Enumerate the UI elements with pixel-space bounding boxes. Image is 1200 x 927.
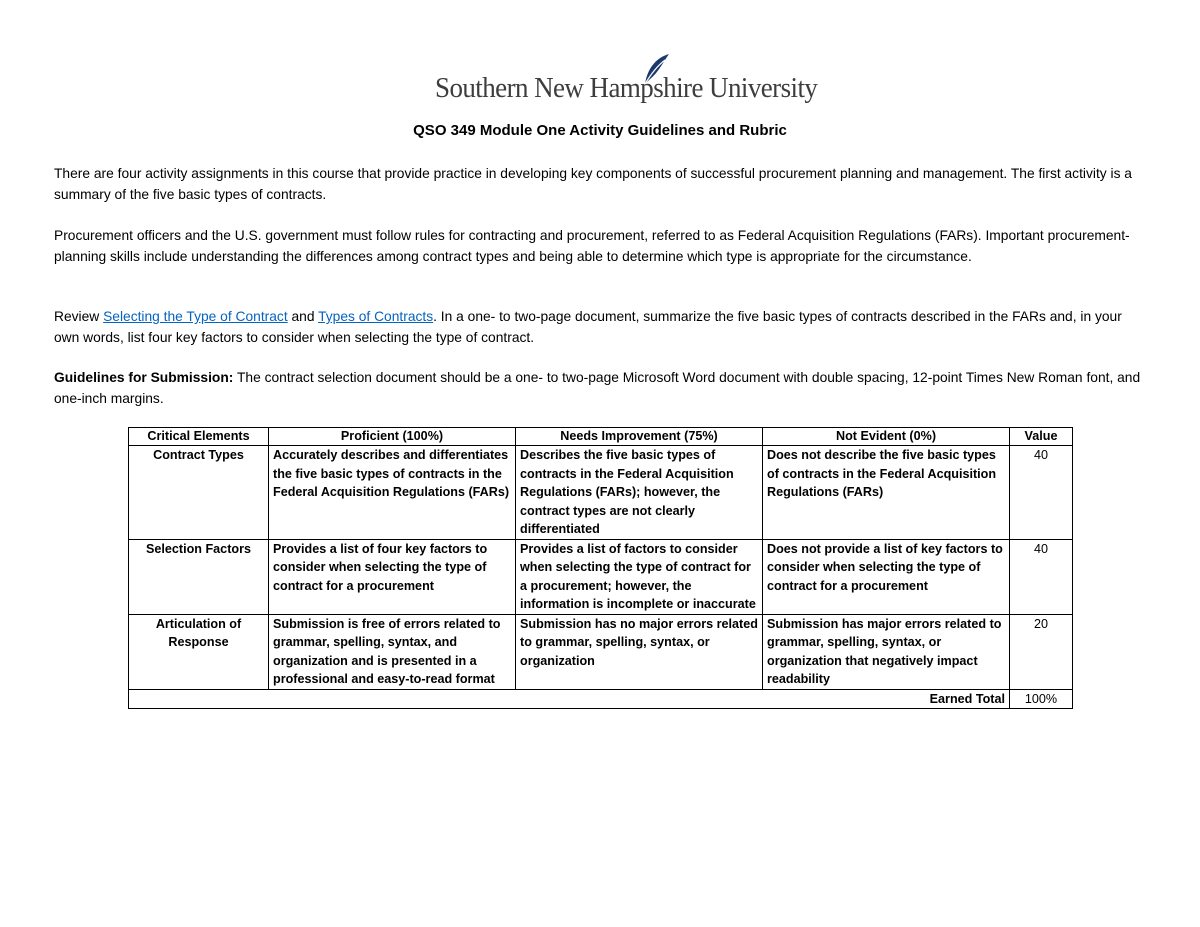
table-row [129,614,1073,689]
rubric-header-row [129,428,1073,446]
header-not-evident: Not Evident (0%) [763,428,1010,446]
rubric-table [128,427,1073,709]
proficient-cell: Submission is free of errors related to grammar, spelling, syntax, and organization and is presented in a professional and easy-to-read format [269,614,516,689]
link-selecting-type-of-contract[interactable]: Selecting the Type of Contract [103,309,288,324]
critical-element: Contract Types [129,446,269,540]
far-paragraph: Procurement officers and the U.S. government must follow rules for contracting and procurement, referred to as Federal Acquisition Regulations (FARs). Important procurement-planning skills include understanding the differences among contract types and being able to determine which type is appropriate for the circumstance. [54,228,1130,264]
value-cell: 40 [1010,539,1073,614]
guidelines-label: Guidelines for Submission: [54,370,234,385]
page-title: QSO 349 Module One Activity Guidelines and Rubric [413,122,787,139]
not-evident-cell: Does not provide a list of key factors to consider when selecting the type of contract for a procurement [763,539,1010,614]
link-types-of-contracts[interactable]: Types of Contracts [318,309,434,324]
earned-total-value: 100% [1010,689,1073,709]
header-critical-elements: Critical Elements [129,428,269,446]
review-middle: and [287,309,319,324]
header-proficient: Proficient (100%) [269,428,516,446]
not-evident-cell: Does not describe the five basic types of contracts in the Federal Acquisition Regulations (FARs) [763,446,1010,540]
guidelines-text: The contract selection document should be a one- to two-page Microsoft Word document with double spacing, 12-point Times New Roman font, and one-inch margins. [54,370,1141,406]
logo-wordmark: Southern New Hampshire University [435,72,818,104]
proficient-cell: Provides a list of four key factors to consider when selecting the type of contract for a procurement [269,539,516,614]
earned-total-label: Earned Total [129,689,1010,709]
header-value: Value [1010,428,1073,446]
review-paragraph [54,306,1149,348]
review-suffix: . In a one- to two-page document, summarize the five basic types of contracts described in the FARs and, in your own words, list four key factors to consider when selecting the type of contract. [54,309,1122,345]
guidelines-paragraph [54,367,1149,409]
proficient-cell: Accurately describes and differentiates the five basic types of contracts in the Federal Acquisition Regulations (FARs) [269,446,516,540]
needs-improvement-cell: Submission has no major errors related to grammar, spelling, syntax, or organization [516,614,763,689]
critical-element: Articulation of Response [129,614,269,689]
review-prefix: Review [54,309,104,324]
table-row [129,539,1073,614]
not-evident-cell: Submission has major errors related to grammar, spelling, syntax, or organization that negatively impact readability [763,614,1010,689]
needs-improvement-cell: Provides a list of factors to consider when selecting the type of contract for a procurement; however, the information is incomplete or inaccurate [516,539,763,614]
needs-improvement-cell: Describes the five basic types of contracts in the Federal Acquisition Regulations (FARs); however, the contract types are not clearly differentiated [516,446,763,540]
table-row [129,446,1073,540]
total-row [129,689,1073,709]
critical-element: Selection Factors [129,539,269,614]
university-logo [435,52,818,108]
value-cell: 40 [1010,446,1073,540]
intro-paragraph: There are four activity assignments in this course that provide practice in developing key components of successful procurement planning and management. The first activity is a summary of the five basic types of contracts. [54,166,1132,202]
header-needs-improvement: Needs Improvement (75%) [516,428,763,446]
value-cell: 20 [1010,614,1073,689]
